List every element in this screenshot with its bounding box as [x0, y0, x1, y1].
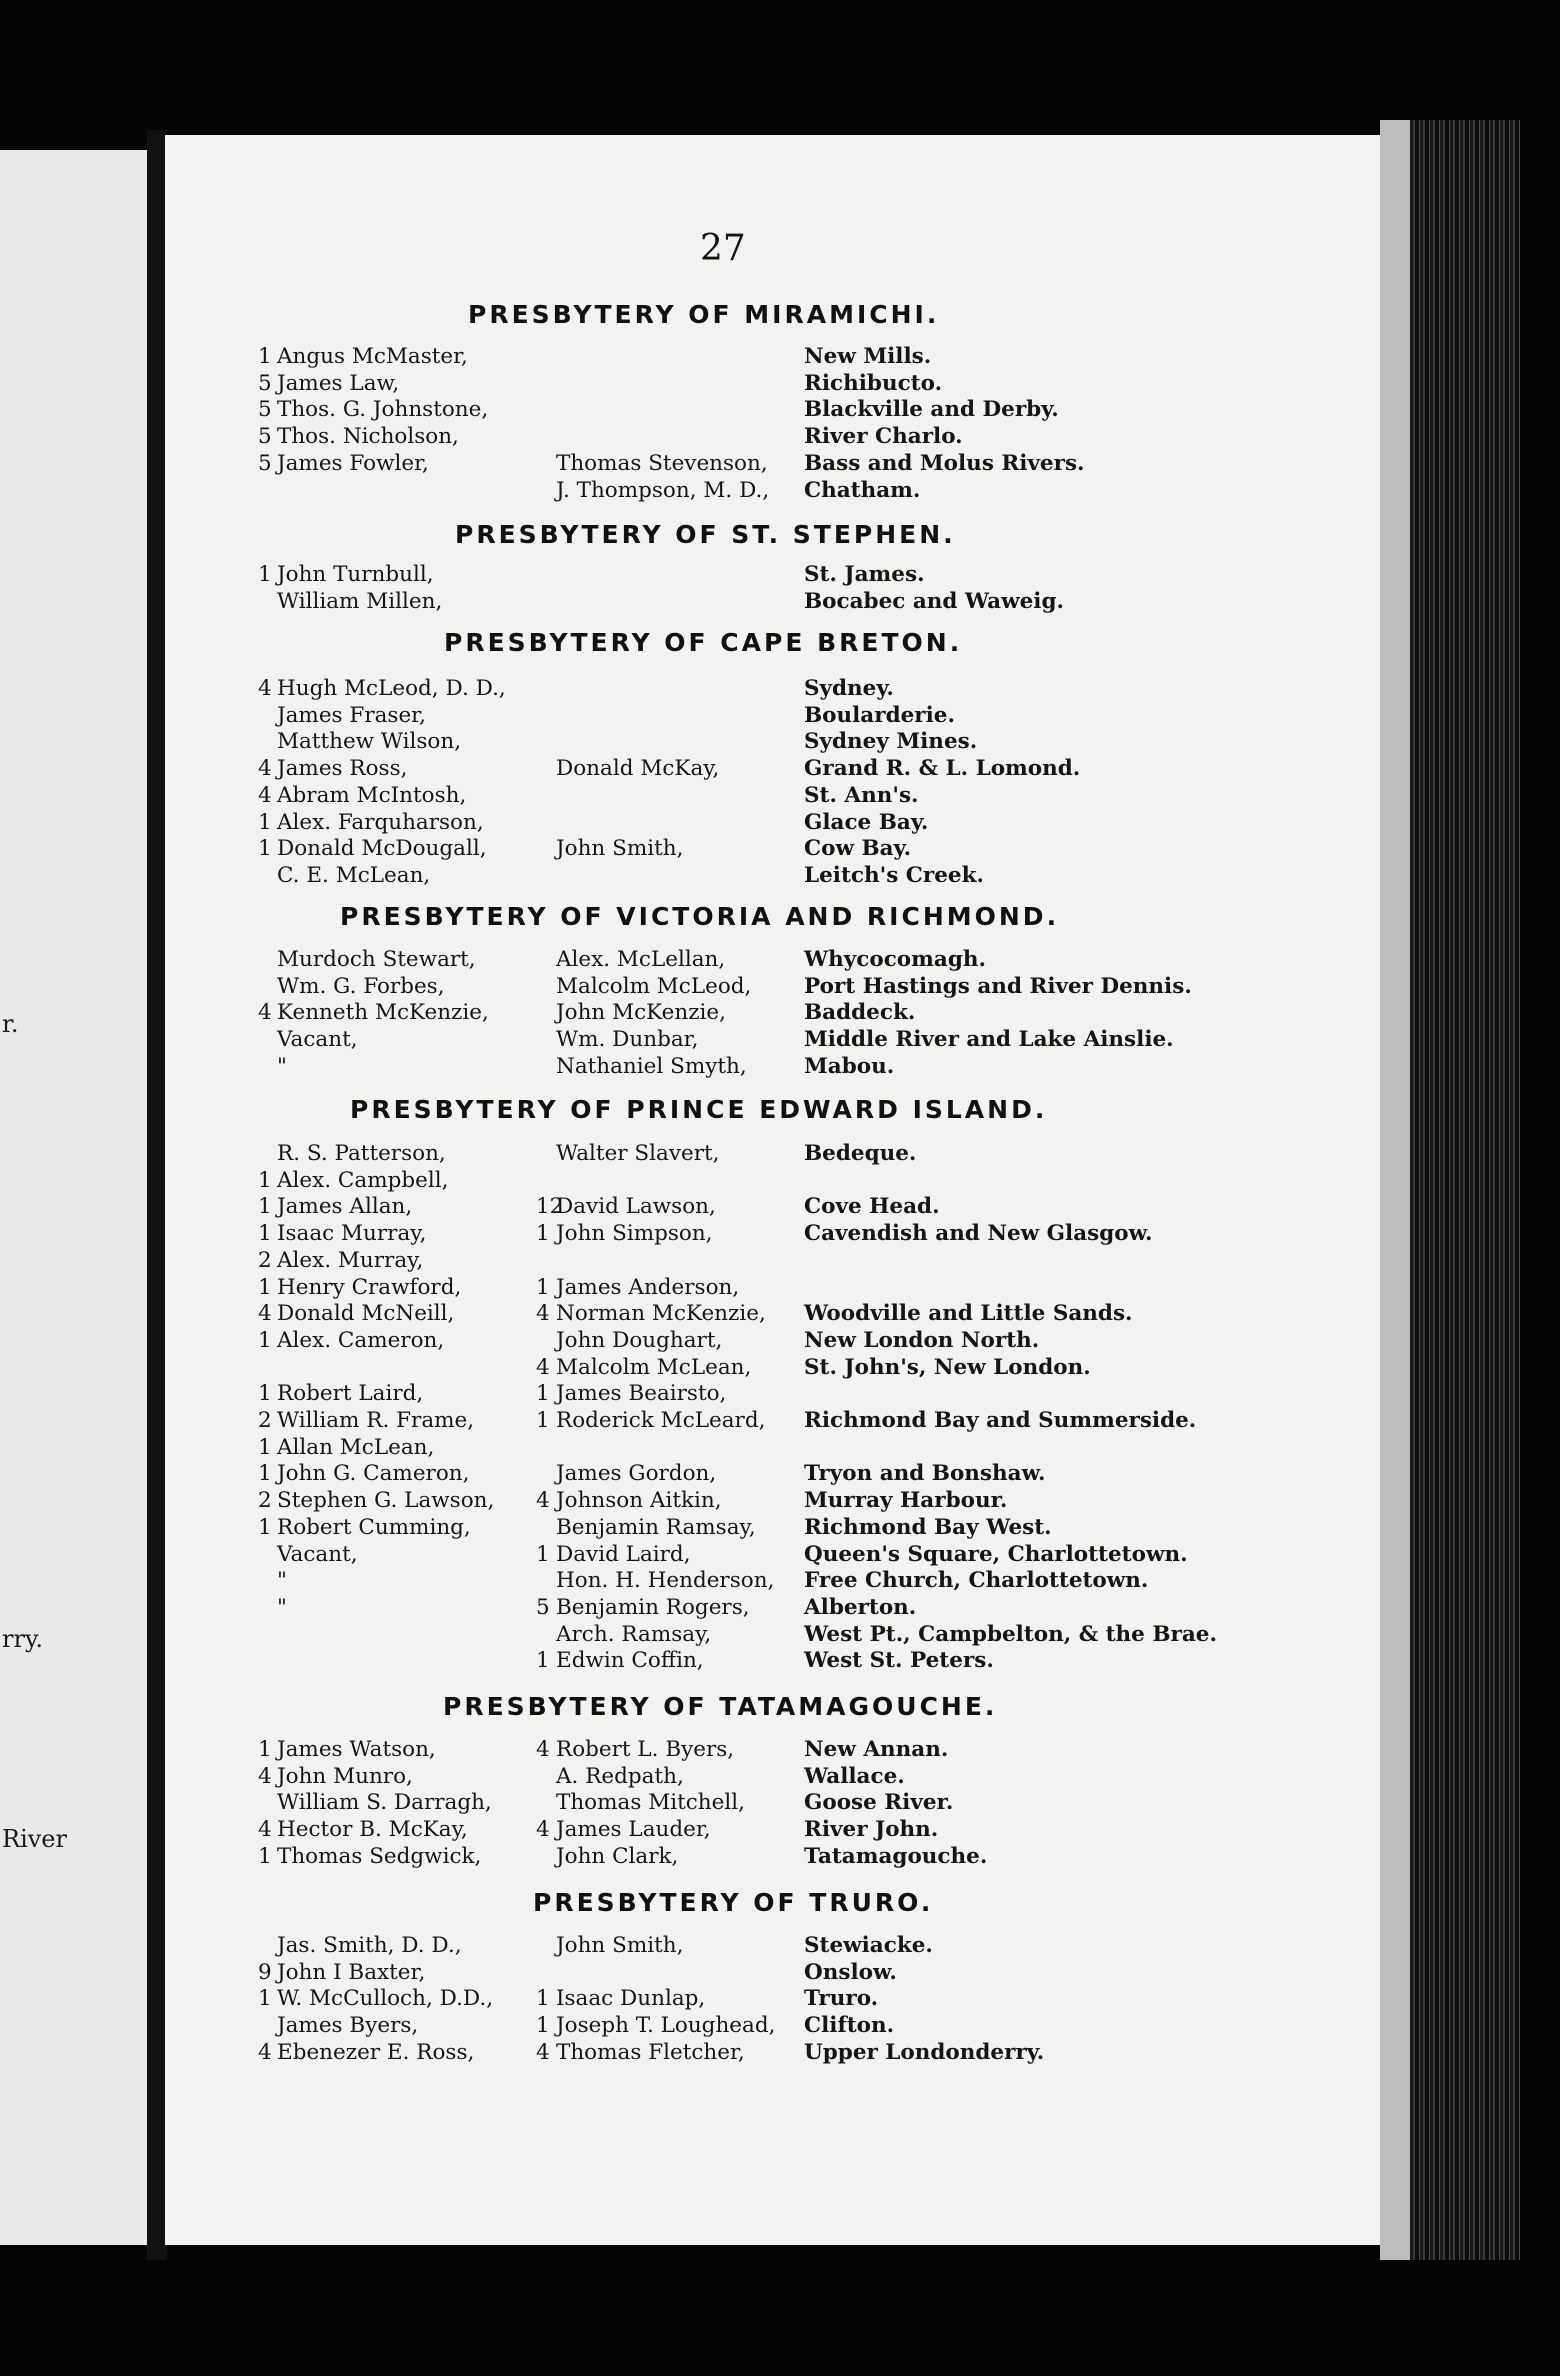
- entry-row: [0, 1594, 1560, 1621]
- communicants-count: 4: [258, 1301, 272, 1327]
- elder-count: 1: [536, 1408, 550, 1433]
- congregation-place: Stewiacke.: [804, 1933, 933, 1958]
- minister-name: Ebenezer E. Ross,: [277, 2039, 475, 2065]
- entry-row: [0, 1193, 1560, 1220]
- elder-name: John Clark,: [556, 1843, 679, 1869]
- entry-row: [0, 1354, 1560, 1381]
- section-heading: PRESBYTERY OF TRURO.: [533, 1888, 934, 1917]
- elder-name: James Lauder,: [556, 1817, 711, 1843]
- entry-row: [0, 1380, 1560, 1407]
- minister-name: William S. Darragh,: [277, 1790, 492, 1816]
- congregation-place: Free Church, Charlottetown.: [804, 1568, 1149, 1594]
- communicants-count: 4: [258, 1817, 272, 1843]
- congregation-place: Middle River and Lake Ainslie.: [804, 1027, 1174, 1053]
- congregation-place: River John.: [804, 1817, 939, 1843]
- elder-name: Malcolm McLeod,: [556, 973, 752, 999]
- minister-name: Robert Laird,: [277, 1381, 424, 1407]
- elder-count: 1: [536, 1541, 550, 1567]
- minister-name: James Law,: [277, 370, 400, 396]
- congregation-place: New Annan.: [804, 1737, 949, 1762]
- entry-row: [0, 862, 1560, 889]
- entry-row: [0, 946, 1560, 973]
- minister-name: John I Baxter,: [277, 1959, 426, 1985]
- communicants-count: 1: [258, 809, 272, 835]
- entry-row: [0, 1026, 1560, 1053]
- minister-name: James Fowler,: [277, 450, 429, 476]
- elder-name: Walter Slavert,: [556, 1141, 720, 1166]
- congregation-place: St. Ann's.: [804, 782, 919, 808]
- minister-name: William Millen,: [277, 588, 443, 614]
- entry-row: [0, 1053, 1560, 1080]
- communicants-count: 4: [258, 2039, 272, 2065]
- entry-row: [0, 1816, 1560, 1843]
- elder-name: James Gordon,: [556, 1461, 717, 1487]
- communicants-count: 4: [258, 1763, 272, 1789]
- communicants-count: 5: [258, 424, 272, 450]
- entry-row: [0, 1959, 1560, 1986]
- elder-name: Benjamin Ramsay,: [556, 1514, 756, 1540]
- elder-count: 1: [536, 1221, 550, 1247]
- entry-row: [0, 1167, 1560, 1194]
- entry-row: [0, 1300, 1560, 1327]
- entry-row: [0, 835, 1560, 862]
- elder-name: Arch. Ramsay,: [556, 1621, 712, 1647]
- elder-name: Johnson Aitkin,: [556, 1488, 722, 1514]
- congregation-place: Sydney Mines.: [804, 729, 978, 755]
- congregation-place: Murray Harbour.: [804, 1488, 1008, 1514]
- communicants-count: 1: [258, 1514, 272, 1540]
- communicants-count: 4: [258, 756, 272, 782]
- elder-name: Nathaniel Smyth,: [556, 1053, 747, 1079]
- congregation-place: New Mills.: [804, 344, 932, 369]
- elder-name: Roderick McLeard,: [556, 1408, 766, 1433]
- minister-name: John G. Cameron,: [277, 1461, 470, 1487]
- elder-name: Robert L. Byers,: [556, 1737, 735, 1762]
- minister-name: Murdoch Stewart,: [277, 947, 476, 972]
- minister-name: Vacant,: [277, 1027, 358, 1053]
- communicants-count: 5: [258, 397, 272, 423]
- congregation-place: Alberton.: [804, 1594, 917, 1620]
- congregation-place: Bocabec and Waweig.: [804, 588, 1064, 614]
- congregation-place: Tryon and Bonshaw.: [804, 1461, 1046, 1487]
- minister-name: Hugh McLeod, D. D.,: [277, 676, 506, 701]
- entry-row: [0, 1541, 1560, 1568]
- section-heading: PRESBYTERY OF MIRAMICHI.: [468, 300, 940, 329]
- congregation-place: Whycocomagh.: [804, 947, 986, 972]
- congregation-place: Richmond Bay West.: [804, 1514, 1052, 1540]
- minister-name: R. S. Patterson,: [277, 1141, 446, 1166]
- entry-row: [0, 728, 1560, 755]
- entry-row: [0, 755, 1560, 782]
- minister-name: John Munro,: [277, 1763, 413, 1789]
- congregation-place: Cow Bay.: [804, 836, 912, 862]
- elder-name: John Smith,: [556, 836, 684, 862]
- elder-name: Norman McKenzie,: [556, 1301, 766, 1327]
- entry-row: [0, 702, 1560, 729]
- communicants-count: 1: [258, 1461, 272, 1487]
- entry-row: [0, 1789, 1560, 1816]
- minister-name: Kenneth McKenzie,: [277, 1000, 489, 1026]
- minister-name: C. E. McLean,: [277, 862, 431, 888]
- congregation-place: Mabou.: [804, 1053, 895, 1079]
- communicants-count: 1: [258, 1434, 272, 1460]
- minister-name: John Turnbull,: [277, 562, 434, 587]
- congregation-place: Bass and Molus Rivers.: [804, 450, 1085, 476]
- entry-row: [0, 2039, 1560, 2066]
- communicants-count: 4: [258, 782, 272, 808]
- congregation-place: Port Hastings and River Dennis.: [804, 973, 1192, 999]
- congregation-place: Leitch's Creek.: [804, 862, 984, 888]
- entry-row: [0, 1247, 1560, 1274]
- communicants-count: 5: [258, 370, 272, 396]
- entry-row: [0, 2012, 1560, 2039]
- minister-name: James Byers,: [277, 2013, 419, 2039]
- communicants-count: 1: [258, 562, 272, 587]
- entry-row: [0, 1567, 1560, 1594]
- minister-name: Donald McNeill,: [277, 1301, 455, 1327]
- entry-row: [0, 561, 1560, 588]
- elder-name: Edwin Coffin,: [556, 1648, 704, 1674]
- elder-count: 1: [536, 1381, 550, 1407]
- elder-name: John Smith,: [556, 1933, 684, 1958]
- minister-name: ": [277, 1594, 287, 1620]
- entry-row: [0, 1763, 1560, 1790]
- entry-row: [0, 1985, 1560, 2012]
- entry-row: [0, 588, 1560, 615]
- entry-row: [0, 477, 1560, 504]
- communicants-count: 4: [258, 676, 272, 701]
- elder-count: 5: [536, 1594, 550, 1620]
- congregation-place: Boularderie.: [804, 702, 955, 728]
- communicants-count: 1: [258, 1843, 272, 1869]
- elder-count: 4: [536, 1301, 550, 1327]
- minister-name: Jas. Smith, D. D.,: [277, 1933, 462, 1958]
- elder-name: Donald McKay,: [556, 756, 720, 782]
- elder-name: Alex. McLellan,: [556, 947, 726, 972]
- elder-name: David Laird,: [556, 1541, 691, 1567]
- congregation-place: River Charlo.: [804, 424, 963, 450]
- elder-name: John Simpson,: [556, 1221, 713, 1247]
- congregation-place: St. James.: [804, 562, 925, 587]
- communicants-count: 1: [258, 1274, 272, 1300]
- elder-name: James Beairsto,: [556, 1381, 727, 1407]
- minister-name: ": [277, 1568, 287, 1594]
- congregation-place: Baddeck.: [804, 1000, 916, 1026]
- entry-row: [0, 1647, 1560, 1674]
- minister-name: ": [277, 1053, 287, 1079]
- congregation-place: West St. Peters.: [804, 1648, 994, 1674]
- minister-name: W. McCulloch, D.D.,: [277, 1986, 494, 2012]
- entry-row: [0, 1274, 1560, 1301]
- minister-name: Alex. Campbell,: [277, 1167, 449, 1193]
- section-heading: PRESBYTERY OF TATAMAGOUCHE.: [443, 1692, 998, 1721]
- minister-name: Thomas Sedgwick,: [277, 1843, 482, 1869]
- minister-name: James Allan,: [277, 1194, 413, 1220]
- entry-row: [0, 1514, 1560, 1541]
- elder-name: David Lawson,: [556, 1194, 716, 1220]
- entry-row: [0, 1407, 1560, 1434]
- entry-row: [0, 675, 1560, 702]
- minister-name: Allan McLean,: [277, 1434, 435, 1460]
- entry-row: [0, 1843, 1560, 1870]
- communicants-count: 4: [258, 1000, 272, 1026]
- minister-name: Matthew Wilson,: [277, 729, 462, 755]
- minister-name: Robert Cumming,: [277, 1514, 471, 1540]
- facing-page-fragment: River: [2, 1825, 67, 1853]
- communicants-count: 2: [258, 1488, 272, 1514]
- communicants-count: 1: [258, 836, 272, 862]
- entry-row: [0, 423, 1560, 450]
- minister-name: Thos. Nicholson,: [277, 424, 459, 450]
- facing-page-fragment: rry.: [2, 1625, 43, 1653]
- communicants-count: 1: [258, 1737, 272, 1762]
- minister-name: Hector B. McKay,: [277, 1817, 468, 1843]
- facing-page-fragment: r.: [2, 1010, 19, 1038]
- minister-name: Alex. Farquharson,: [277, 809, 484, 835]
- minister-name: James Watson,: [277, 1737, 436, 1762]
- minister-name: James Ross,: [277, 756, 408, 782]
- elder-name: Thomas Fletcher,: [556, 2039, 745, 2065]
- minister-name: James Fraser,: [277, 702, 426, 728]
- minister-name: William R. Frame,: [277, 1408, 475, 1433]
- congregation-place: Woodville and Little Sands.: [804, 1301, 1133, 1327]
- congregation-place: New London North.: [804, 1327, 1040, 1353]
- congregation-place: Cavendish and New Glasgow.: [804, 1221, 1153, 1247]
- elder-count: 1: [536, 2013, 550, 2039]
- communicants-count: 5: [258, 450, 272, 476]
- minister-name: Abram McIntosh,: [277, 782, 467, 808]
- congregation-place: West Pt., Campbelton, & the Brae.: [804, 1621, 1217, 1647]
- elder-name: Thomas Stevenson,: [556, 450, 768, 476]
- communicants-count: 1: [258, 1221, 272, 1247]
- congregation-place: Upper Londonderry.: [804, 2039, 1045, 2065]
- elder-name: Wm. Dunbar,: [556, 1027, 699, 1053]
- elder-count: 1: [536, 1648, 550, 1674]
- congregation-place: Goose River.: [804, 1790, 954, 1816]
- elder-count: 12: [536, 1194, 564, 1220]
- entry-row: [0, 450, 1560, 477]
- section-heading: PRESBYTERY OF PRINCE EDWARD ISLAND.: [350, 1095, 1048, 1124]
- elder-name: J. Thompson, M. D.,: [556, 477, 770, 503]
- entry-row: [0, 1487, 1560, 1514]
- entry-row: [0, 973, 1560, 1000]
- elder-name: Malcolm McLean,: [556, 1354, 752, 1380]
- congregation-place: Richibucto.: [804, 370, 943, 396]
- elder-count: 1: [536, 1986, 550, 2012]
- entry-row: [0, 1434, 1560, 1461]
- minister-name: Donald McDougall,: [277, 836, 487, 862]
- elder-count: 4: [536, 1817, 550, 1843]
- minister-name: Vacant,: [277, 1541, 358, 1567]
- section-heading: PRESBYTERY OF VICTORIA AND RICHMOND.: [340, 902, 1060, 931]
- congregation-place: Queen's Square, Charlottetown.: [804, 1541, 1188, 1567]
- section-heading: PRESBYTERY OF CAPE BRETON.: [444, 628, 963, 657]
- congregation-place: Cove Head.: [804, 1194, 940, 1220]
- minister-name: Stephen G. Lawson,: [277, 1488, 495, 1514]
- elder-name: Benjamin Rogers,: [556, 1594, 750, 1620]
- congregation-place: Truro.: [804, 1986, 879, 2012]
- minister-name: Angus McMaster,: [277, 344, 468, 369]
- elder-count: 4: [536, 1737, 550, 1762]
- elder-name: John McKenzie,: [556, 1000, 726, 1026]
- elder-name: John Doughart,: [556, 1327, 723, 1353]
- minister-name: Thos. G. Johnstone,: [277, 397, 489, 423]
- page-number: 27: [700, 228, 746, 269]
- entry-row: [0, 1327, 1560, 1354]
- elder-count: 4: [536, 1354, 550, 1380]
- elder-count: 1: [536, 1274, 550, 1300]
- congregation-place: Clifton.: [804, 2013, 895, 2039]
- entry-row: [0, 1220, 1560, 1247]
- communicants-count: 2: [258, 1408, 272, 1433]
- communicants-count: 1: [258, 344, 272, 369]
- communicants-count: 1: [258, 1167, 272, 1193]
- entry-row: [0, 1140, 1560, 1167]
- elder-name: Hon. H. Henderson,: [556, 1568, 775, 1594]
- congregation-place: Chatham.: [804, 477, 921, 503]
- entry-row: [0, 1736, 1560, 1763]
- entry-row: [0, 1460, 1560, 1487]
- entry-row: [0, 809, 1560, 836]
- minister-name: Isaac Murray,: [277, 1221, 427, 1247]
- elder-name: James Anderson,: [556, 1274, 740, 1300]
- congregation-place: St. John's, New London.: [804, 1354, 1091, 1380]
- elder-count: 4: [536, 1488, 550, 1514]
- communicants-count: 2: [258, 1247, 272, 1273]
- congregation-place: Blackville and Derby.: [804, 397, 1059, 423]
- minister-name: Alex. Murray,: [277, 1247, 424, 1273]
- elder-name: Thomas Mitchell,: [556, 1790, 745, 1816]
- congregation-place: Wallace.: [804, 1763, 905, 1789]
- congregation-place: Glace Bay.: [804, 809, 929, 835]
- congregation-place: Bedeque.: [804, 1141, 917, 1166]
- elder-name: Isaac Dunlap,: [556, 1986, 706, 2012]
- entry-row: [0, 1621, 1560, 1648]
- congregation-place: Sydney.: [804, 676, 894, 701]
- congregation-place: Tatamagouche.: [804, 1843, 988, 1869]
- entry-row: [0, 396, 1560, 423]
- congregation-place: Onslow.: [804, 1959, 897, 1985]
- elder-name: A. Redpath,: [556, 1763, 684, 1789]
- minister-name: Alex. Cameron,: [277, 1327, 445, 1353]
- entry-row: [0, 999, 1560, 1026]
- entry-row: [0, 370, 1560, 397]
- communicants-count: 1: [258, 1986, 272, 2012]
- elder-name: Joseph T. Loughead,: [556, 2013, 776, 2039]
- communicants-count: 9: [258, 1959, 272, 1985]
- communicants-count: 1: [258, 1327, 272, 1353]
- minister-name: Henry Crawford,: [277, 1274, 462, 1300]
- congregation-place: Grand R. & L. Lomond.: [804, 756, 1081, 782]
- minister-name: Wm. G. Forbes,: [277, 973, 445, 999]
- entry-row: [0, 343, 1560, 370]
- communicants-count: 1: [258, 1381, 272, 1407]
- entry-row: [0, 782, 1560, 809]
- congregation-place: Richmond Bay and Summerside.: [804, 1408, 1197, 1433]
- communicants-count: 1: [258, 1194, 272, 1220]
- section-heading: PRESBYTERY OF ST. STEPHEN.: [455, 520, 956, 549]
- elder-count: 4: [536, 2039, 550, 2065]
- entry-row: [0, 1932, 1560, 1959]
